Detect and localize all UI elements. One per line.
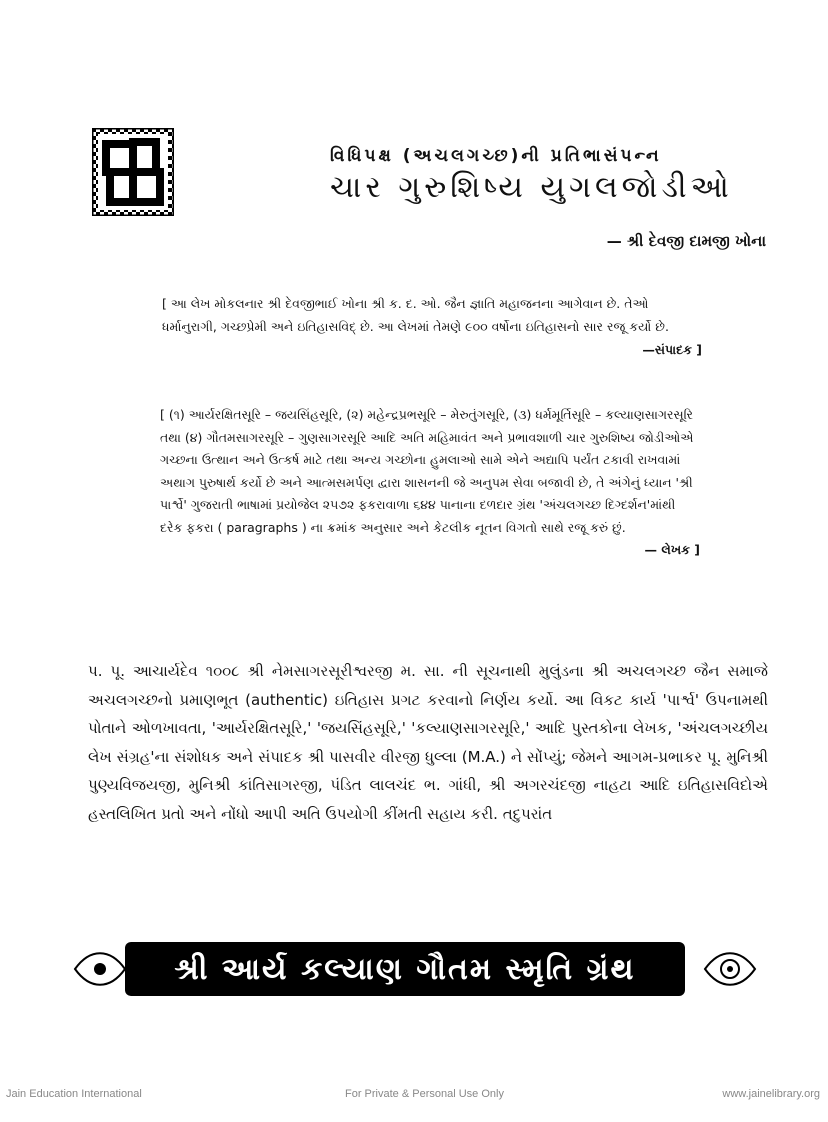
article-heading	[330, 146, 770, 205]
book-title-banner	[70, 938, 760, 1000]
swastika-emblem	[92, 128, 174, 216]
body-paragraph: પ. પૂ. આચાર્યદેવ ૧૦૦૮ શ્રી નેમસાગરસૂરીશ્વરજી મ. સા. ની સૂચનાથી મુલુંડના શ્રી અચલગચ્છ જૈન સમાજે અચલગચ્છનો પ્રમાણભૂત (authentic) ઇતિહાસ પ્રગટ કરવાનો નિર્ણય કર્યો. આ વિકટ કાર્ય 'પાર્શ્વ' ઉપનામથી પોતાને ઓળખાવતા, 'આર્યરક્ષિતસૂરિ,' 'જયસિંહસૂરિ,' 'કલ્યાણસાગરસૂરિ,' આદિ પુસ્તકોના લેખક, 'અંચલગચ્છીય લેખ સંગ્રહ'ના સંશોધક અને સંપાદક શ્રી પાસવીર વીરજી ધુલ્લા (M.A.) ને સોંપ્યું; જેમને આગમ-પ્રભાકર પૂ. મુનિશ્રી પુણ્યવિજયજી, મુનિશ્રી કાંતિસાગરજી, પંડિત લાલચંદ ભ. ગાંધી, શ્રી અગરચંદજી નાહટા આદિ ઇતિહાસવિદોએ હસ્તલિખિત પ્રતો અને નોંધો આપી અતિ ઉપયોગી કીંમતી સહાય કરી. તદુપરાંત	[88, 662, 768, 823]
author-note	[160, 404, 700, 562]
footer-usage-note: For Private & Personal Use Only	[345, 1088, 504, 1100]
editor-signature: —સંપાદક ]	[642, 342, 702, 357]
article-title: ચાર ગુરુશિષ્ય યુગલજોડીઓ	[330, 170, 733, 205]
author-signature: — લેખક ]	[644, 542, 700, 557]
editor-note-text: [ આ લેખ મોકલનાર શ્રી દેવજીભાઈ ખોના શ્રી ક. દ. ઓ. જૈન જ્ઞાતિ મહાજનના આગેવાન છે. તેઓ ધર્માનુરાગી, ગચ્છપ્રેમી અને ઇતિહાસવિદ્ છે. આ લેખમાં તેમણે ૯૦૦ વર્ષોના ઇતિહાસનો સાર રજૂ કર્યો છે.	[162, 296, 669, 334]
banner-title: શ્રી આર્ય કલ્યાણ ગૌતમ સ્મૃતિ ગ્રંથ	[174, 951, 636, 987]
editor-note	[162, 292, 702, 361]
author-note-text: [ (૧) આર્યરક્ષિતસૂરિ – જયસિંહસૂરિ, (૨) મહેન્દ્રપ્રભસૂરિ – મેરુતુંગસૂરિ, (૩) ધર્મમૂર્તિસૂરિ – કલ્યાણસાગરસૂરિ તથા (૪) ગૌતમસાગરસૂરિ – ગુણસાગરસૂરિ આદિ અતિ મહિમાવંત અને પ્રભાવશાળી ચાર ગુરુશિષ્ય જોડીઓએ ગચ્છના ઉત્થાન અને ઉત્કર્ષ માટે તથા અન્ય ગચ્છોના હુમલાઓ સામે એને અદ્યાપિ પર્યંત ટકાવી રાખવામાં અથાગ પુરુષાર્થ કર્યો છે અને આત્મસમર્પણ દ્વારા શાસનની જે અનુપમ સેવા બજાવી છે, તે અંગેનું ધ્યાન 'શ્રી પાર્શ્વે' ગુજરાતી ભાષામાં પ્રયોજેલ ૨૫૭૨ ફકરાવાળા ૬૪૪ પાનાના દળદાર ગ્રંથ 'અંચલગચ્છ દિગ્દર્શન'માંથી દરેક ફકરા ( paragraphs ) ના ક્રમાંક અનુસાર અને કેટલીક નૂતન વિગતો સાથે રજૂ કરું છું.	[160, 407, 694, 535]
article-subtitle: વિધિપક્ષ (અચલગચ્છ)ની પ્રતિભાસંપન્ન	[330, 146, 662, 166]
footer-publisher: Jain Education International	[6, 1088, 142, 1100]
article-author: — શ્રી દેવજી દામજી ખોના	[606, 232, 766, 250]
footer-website-link[interactable]: www.jainelibrary.org	[722, 1088, 820, 1100]
